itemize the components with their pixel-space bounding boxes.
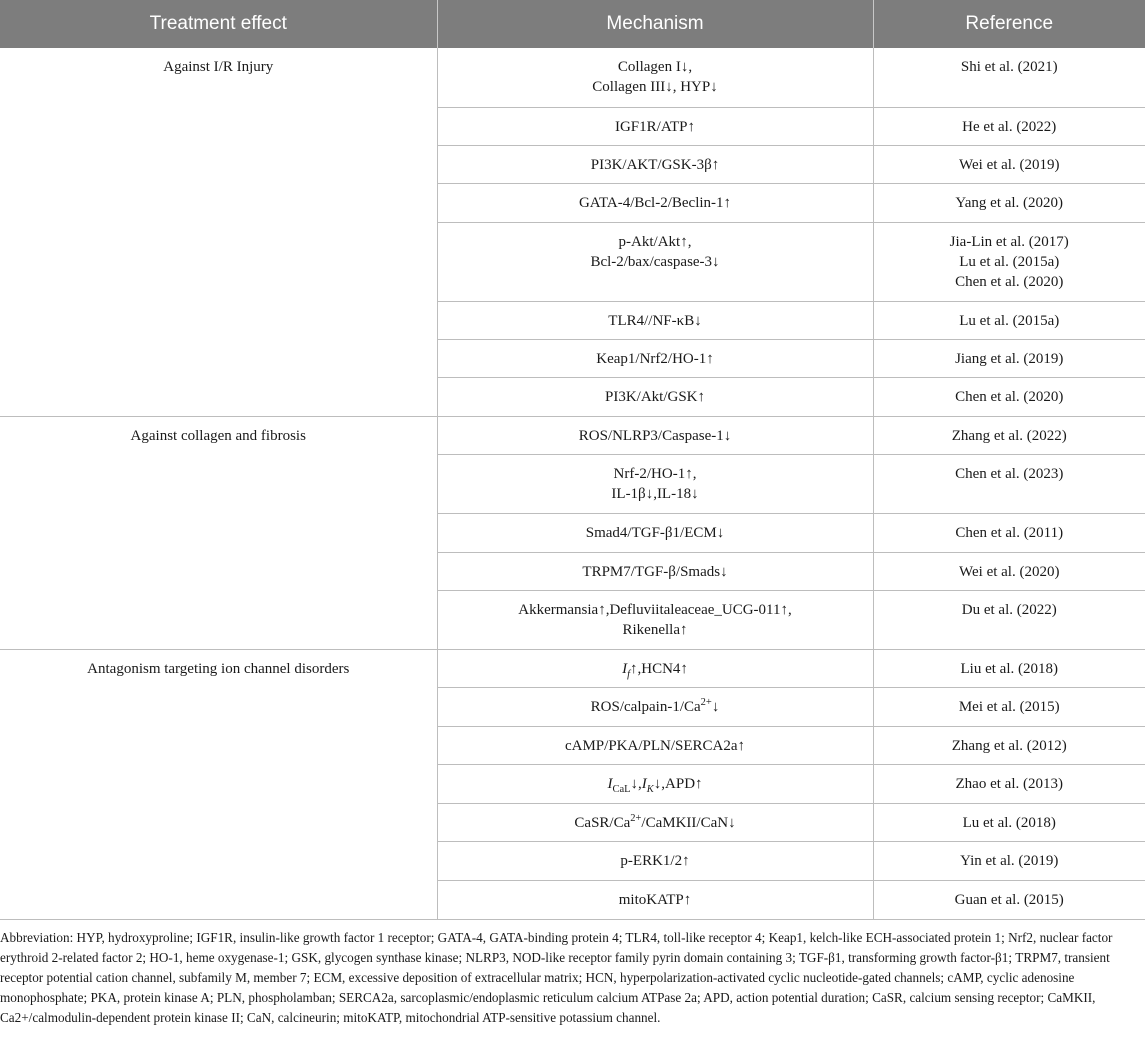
mechanism-line: p-ERK1/2↑ — [620, 852, 690, 869]
mechanism-cell — [437, 416, 873, 454]
mechanism-line: Collagen I↓, — [617, 59, 693, 75]
mechanism-line: mitoKATP↑ — [618, 891, 692, 908]
mechanism-cell — [437, 301, 873, 339]
reference-line: Mei et al. (2015) — [958, 698, 1060, 715]
header-treatment-effect: Treatment effect — [0, 0, 437, 48]
reference-line: Guan et al. (2015) — [954, 891, 1064, 908]
mechanism-cell — [437, 454, 873, 513]
mechanism-line: TLR4//NF-κB↓ — [608, 312, 702, 329]
mechanism-cell — [437, 590, 873, 649]
mechanism-line — [444, 659, 867, 679]
mechanism-cell — [437, 803, 873, 841]
mechanism-fragment: ROS/calpain-1/Ca — [590, 698, 701, 715]
reference-cell — [873, 764, 1145, 803]
mechanism-line: ROS/NLRP3/Caspase-1↓ — [578, 427, 732, 444]
header-mechanism: Mechanism — [437, 0, 873, 48]
reference-cell — [873, 416, 1145, 454]
mechanism-cell — [437, 513, 873, 552]
mechanism-line — [444, 774, 867, 794]
mechanism-line: Collagen III↓, HYP↓ — [592, 79, 718, 95]
reference-cell — [873, 339, 1145, 377]
table-row — [0, 48, 1145, 107]
reference-line: Shi et al. (2021) — [960, 59, 1058, 75]
reference-cell — [873, 301, 1145, 339]
mechanism-cell — [437, 377, 873, 416]
reference-cell — [873, 841, 1145, 880]
mechanism-fragment: ↓,APD↑ — [653, 775, 703, 792]
reference-cell — [873, 48, 1145, 107]
table-row — [0, 649, 1145, 687]
mechanism-line: PI3K/Akt/GSK↑ — [604, 388, 705, 405]
mechanism-fragment: ↑,HCN4↑ — [630, 660, 688, 677]
reference-cell — [873, 649, 1145, 687]
reference-cell — [873, 377, 1145, 416]
reference-cell — [873, 454, 1145, 513]
mechanism-line: GATA-4/Bcl-2/Beclin-1↑ — [578, 194, 732, 211]
reference-cell — [873, 222, 1145, 301]
mechanism-cell — [437, 841, 873, 880]
mechanism-cell — [437, 880, 873, 919]
mechanism-line: Rikenella↑ — [622, 621, 688, 638]
reference-line: Zhang et al. (2012) — [951, 737, 1067, 754]
reference-line: Du et al. (2022) — [961, 601, 1057, 618]
treatment-effect-cell: Against I/R Injury — [0, 48, 437, 416]
treatment-effect-cell: Antagonism targeting ion channel disorders — [0, 649, 437, 919]
mechanism-line: IL-1β↓,IL-18↓ — [611, 485, 699, 502]
header-reference: Reference — [873, 0, 1145, 48]
mechanism-cell — [437, 649, 873, 687]
reference-line: Wei et al. (2020) — [959, 563, 1060, 580]
table-body — [0, 48, 1145, 919]
reference-cell — [873, 726, 1145, 764]
reference-line: Zhao et al. (2013) — [955, 775, 1063, 792]
mechanism-line: Bcl-2/bax/caspase-3↓ — [590, 253, 720, 270]
reference-line: Liu et al. (2018) — [960, 660, 1058, 677]
mechanism-cell — [437, 764, 873, 803]
mechanism-cell — [437, 552, 873, 590]
reference-line: Chen et al. (2023) — [955, 465, 1064, 482]
mechanism-fragment: 2+ — [630, 812, 642, 824]
reference-cell — [873, 687, 1145, 726]
mechanism-cell — [437, 726, 873, 764]
mechanism-line — [444, 697, 867, 717]
reference-line: Wei et al. (2019) — [959, 156, 1060, 173]
reference-cell — [873, 145, 1145, 183]
mechanism-fragment: I — [622, 660, 628, 677]
reference-cell — [873, 107, 1145, 145]
mechanism-line: Keap1/Nrf2/HO-1↑ — [596, 350, 714, 367]
mechanism-fragment: CaSR/Ca — [574, 814, 631, 831]
reference-line: Chen et al. (2011) — [955, 524, 1064, 541]
reference-cell — [873, 803, 1145, 841]
mechanism-line: TRPM7/TGF-β/Smads↓ — [582, 563, 728, 580]
reference-line: Zhang et al. (2022) — [951, 427, 1067, 444]
reference-line: He et al. (2022) — [962, 118, 1057, 135]
mechanism-cell — [437, 183, 873, 222]
mechanism-line — [444, 813, 867, 833]
mechanism-cell — [437, 339, 873, 377]
reference-line: Lu et al. (2015a) — [959, 312, 1060, 329]
mechanism-cell — [437, 107, 873, 145]
reference-line: Yin et al. (2019) — [960, 852, 1059, 869]
table-row — [0, 416, 1145, 454]
reference-cell — [873, 513, 1145, 552]
reference-line: Chen et al. (2020) — [955, 388, 1064, 405]
reference-cell — [873, 590, 1145, 649]
reference-line: Jia-Lin et al. (2017) — [949, 233, 1069, 250]
reference-line: Lu et al. (2015a) — [959, 253, 1060, 270]
mechanism-fragment: K — [646, 783, 654, 795]
mechanism-line: IGF1R/ATP↑ — [614, 118, 696, 135]
mechanism-cell — [437, 48, 873, 107]
mechanism-fragment: I — [607, 775, 613, 792]
reference-cell — [873, 552, 1145, 590]
reference-line: Chen et al. (2020) — [955, 273, 1064, 290]
treatment-effect-cell: Against collagen and fibrosis — [0, 416, 437, 649]
reference-line: Yang et al. (2020) — [955, 194, 1064, 211]
abbreviation-footnote: Abbreviation: HYP, hydroxyproline; IGF1R, insulin-like growth factor 1 receptor; GATA-4, GATA-binding protein 4; TLR4, toll-like receptor 4; Keap1, kelch-like ECH-associated protein 1; Nrf2, nuclear factor erythroid 2-related factor 2; HO-1, heme oxygenase-1; GSK, glycogen synthase kinase; NLRP3, NOD-like receptor family pyrin domain containing 3; TGF-β1, transforming growth factor-β1; TRPM7, transient receptor potential cation channel, subfamily M, member 7; ECM, excessive deposition of extracellular matrix; HCN, hyperpolarization-activated cyclic nucleotide-gated channels; cAMP, cyclic adenosine monophosphate; PKA, protein kinase A; PLN, phospholamban; SERCA2a, sarcoplasmic/endoplasmic reticulum calcium ATPase 2a; APD, action potential duration; CaSR, calcium sensing receptor; CaMKII, Ca2+/calmodulin-dependent protein kinase II; CaN, calcineurin; mitoKATP, mitochondrial ATP-sensitive potassium channel. — [0, 930, 1113, 1025]
mechanism-fragment: f — [627, 668, 630, 680]
mechanism-fragment: /CaMKII/CaN↓ — [641, 814, 736, 831]
mechanism-cell — [437, 222, 873, 301]
reference-cell — [873, 183, 1145, 222]
table-header-row — [0, 0, 1145, 48]
mechanism-fragment: ↓ — [711, 698, 720, 715]
mechanism-line: Smad4/TGF-β1/ECM↓ — [585, 524, 725, 541]
mechanism-fragment: I — [641, 775, 647, 792]
mechanism-line: PI3K/AKT/GSK-3β↑ — [590, 156, 720, 173]
mechanism-line: Akkermansia↑,Defluviitaleaceae_UCG-011↑, — [518, 601, 792, 618]
mechanism-line: Nrf-2/HO-1↑, — [613, 465, 697, 482]
mechanism-cell — [437, 687, 873, 726]
reference-line: Jiang et al. (2019) — [955, 350, 1064, 367]
mechanism-fragment: 2+ — [700, 696, 712, 708]
mechanism-cell — [437, 145, 873, 183]
reference-cell — [873, 880, 1145, 919]
mechanism-line: cAMP/PKA/PLN/SERCA2a↑ — [564, 737, 746, 754]
mechanism-line: p-Akt/Akt↑, — [618, 233, 692, 250]
reference-line: Lu et al. (2018) — [962, 814, 1056, 831]
mechanism-fragment: CaL — [612, 783, 631, 795]
mechanism-fragment: ↓, — [630, 775, 642, 792]
